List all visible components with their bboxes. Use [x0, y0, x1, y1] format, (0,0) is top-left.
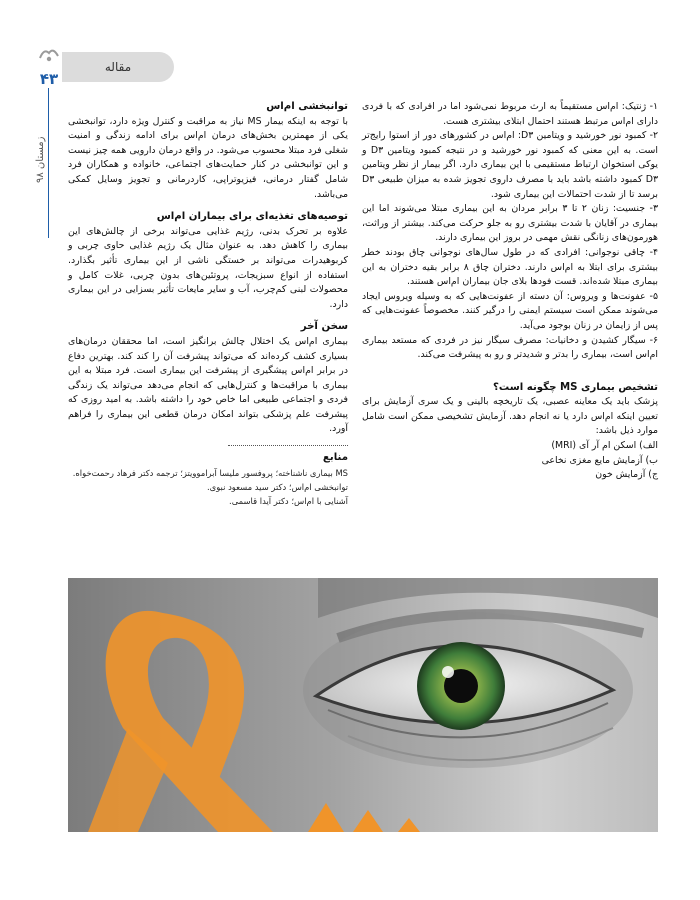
rehab-heading: توانبخشی ام‌اس [266, 101, 348, 112]
section-tab [62, 52, 174, 82]
section-tab-label: مقاله [104, 60, 132, 74]
risk-item-vitamin-d: ۲- کمبود نور خورشید و ویتامین D۳: ام‌اس در کشورهای دور از استوا رایج‌تر است. به این معنی که کمبود نور خورشید و در نتیجه کمبود ویتامین D۳ و یوکی استخوان ارتباط مستقیمی با این بیماری دارد. اگر بیمار از نظر ویتامین D۳ کمبود داشته باشد باید با مصرف داروی تجویز شده به میزان طبیعی D۳ برسد تا از شدت احتمالات این بیماری شود. [362, 130, 658, 200]
page-number: ۴۳ [39, 70, 59, 88]
risk-item-smoking: ۶- سیگار کشیدن و دخانیات: مصرف سیگار نیز در فردی که مستعد بیماری ام‌اس است، بیماری را بدتر و شدیدتر و رو به پیشرفت می‌کند. [362, 334, 658, 361]
rehab-paragraph: با توجه به اینکه بیمار MS نیاز به مراقبت و کنترل ویژه دارد، توانبخشی یکی از مهمترین بخش‌های درمان ام‌اس برای ادامه زندگی و امنیت شغلی فرد مبتلا محسوب می‌شود. در واقع درمان دارویی همه چیز نیست و این توانبخشی در کنار حمایت‌های اجتماعی، خانواده و همکاران فرد شامل گفتار درمانی، فیزیوتراپی، کاردرمانی و تجویز وسایل کمکی می‌باشد. [68, 115, 349, 200]
ms-awareness-eye-photo [68, 578, 658, 832]
test-item-csf: ب) آزمایش مایع مغزی نخاعی [541, 454, 658, 466]
risk-item-gender: ۳- جنسیت: زنان ۲ تا ۳ برابر مردان به این بیماری مبتلا می‌شوند اما این بیماری در آقایان با شدت بیشتری رو به جلو حرکت می‌کند. بیشتر از وراثت، هورمون‌های زنانگی نقش مهمی در بروز این بیماری دارند. [362, 203, 658, 244]
risk-item-obesity: ۴- چاقی نوجوانی: افرادی که در طول سال‌های نوجوانی چاق بودند خطر بیشتری برای ابتلا به ام‌اس دارند. دختران چاق ۸ برابر بقیه دختران به این بیماری مبتلا شده‌اند. قست فودها بلای جان بیماران ام‌اس هستند. [362, 246, 658, 288]
dotted-divider [228, 445, 348, 446]
nutrition-paragraph: علاوه بر تحرک بدنی، رژیم غذایی می‌تواند برخی از چالش‌های این بیماری را کاهش دهد. به عنوان مثال یک رژیم غذایی حاوی چربی و کربوهیدرات می‌تواند بر خستگی ناشی از این بیماری تأثیر بگذارد. استفاده از انواع سبزیجات، پروتئین‌های بدون چربی، غلات کامل و محصولات لبنی کم‌چرب، آب و سایر مایعات تأثیر بسزایی در این بیماری دارد. [68, 225, 348, 310]
source-item: توانبخشی ام‌اس؛ دکتر سید مسعود نبوی. [207, 481, 348, 492]
issue-label: زمستان ۹۸ [35, 136, 46, 184]
magazine-logo-icon [38, 44, 60, 64]
left-column [68, 100, 348, 508]
sources-heading: منابع [322, 452, 348, 464]
source-item: آشنایی با ام‌اس؛ دکتر آیدا قاسمی. [229, 495, 348, 506]
source-item: MS بیماری ناشناخته؛ پروفسور ملیسا آبراموویتز؛ ترجمه دکتر فرهاد رحمت‌خواه. [72, 467, 348, 478]
diagnosis-heading: تشخیص بیماری MS چگونه است؟ [493, 381, 658, 393]
diagnosis-paragraph: پزشک باید یک معاینه عصبی، یک تاریخچه بالینی و یک سری آزمایش برای تعیین اینکه ام‌اس دارد یا نه انجام دهد. آزمایش تشخیصی ممکن است شامل موارد ذیل باشد: [362, 396, 658, 437]
final-heading: سخن آخر [300, 321, 348, 333]
risk-item-infections: ۵- عفونت‌ها و ویروس: آن دسته از عفونت‌هایی که به وسیله ویروس ایجاد می‌شوند ممکن است سیستم ایمنی را درگیر کنند. مخصوصاً عفونت‌هایی که پس از زایمان در زنان بوجود می‌آید. [362, 290, 658, 331]
final-paragraph: بیماری ام‌اس یک اختلال چالش برانگیز است، اما محققان درمان‌های بسیاری کشف کرده‌اند که می‌تواند پیشرفت آن را کند کند. بهترین دفاع در برابر ام‌اس پیشگیری از پیشرفت این بیماری است. فرد مبتلا به این بیماری با مراقبت‌ها و کنترل‌هایی که انجام می‌دهد می‌تواند یک زندگی فردی و اجتماعی طبیعی اما خاص خود را داشته باشد. به امید روزی که پیشرفت علم پزشکی بتواند امکان درمان قطعی این بیماری را فراهم آورد. [68, 335, 348, 435]
risk-item-genetics: ۱- ژنتیک: ام‌اس مستقیماً به ارث مربوط نمی‌شود اما در افرادی که با فردی دارای ام‌اس مرتبط هستند احتمال ابتلای بیشتری هست. [362, 101, 658, 127]
nutrition-heading: توصیه‌های تغذیه‌ای برای بیماران ام‌اس [156, 211, 348, 223]
test-item-blood: ج) آزمایش خون [595, 469, 658, 481]
right-column [362, 100, 658, 483]
test-item-mri: الف) اسکن ام آر آی (MRI) [551, 440, 658, 452]
